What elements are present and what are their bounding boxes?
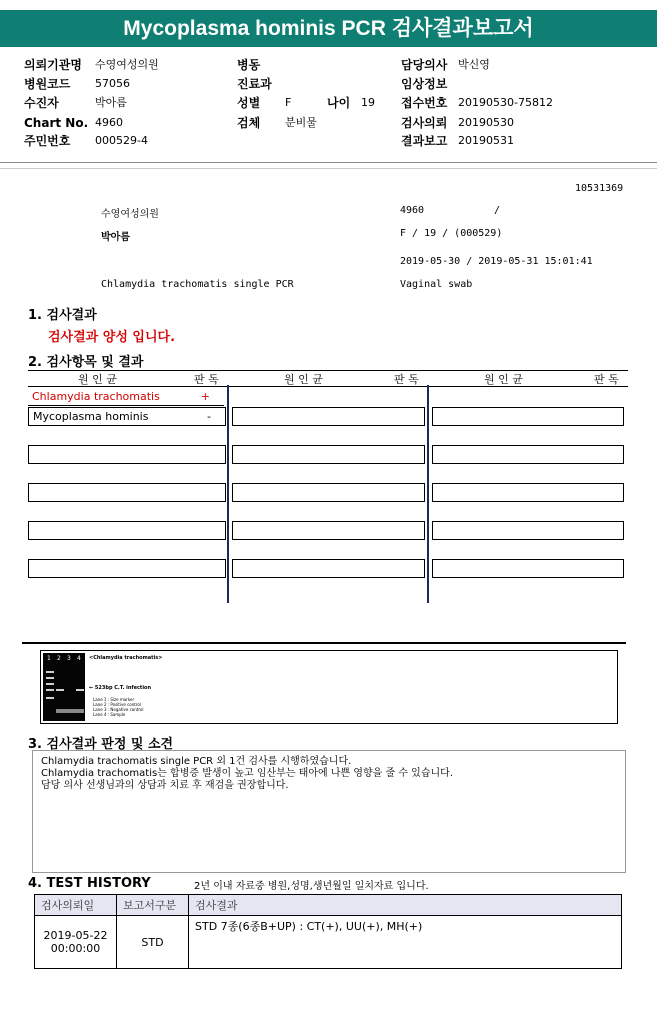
gel-band	[46, 683, 54, 685]
finding-line: Chlamydia trachomatis single PCR 외 1건 검사를 시행하였습니다.	[41, 756, 352, 767]
gel-band	[46, 689, 54, 691]
grid-divider-1	[227, 385, 229, 603]
gel-band	[46, 671, 54, 673]
header-left-2: 수진자	[24, 96, 59, 110]
history-col-date: 검사의뢰일	[35, 895, 117, 916]
gel-band	[76, 689, 84, 691]
header-right-1: 임상정보	[401, 77, 448, 91]
lane-label: 2	[57, 655, 61, 662]
lane-label: 4	[77, 655, 81, 662]
col-judge-2: 판 독	[394, 373, 419, 386]
result-row: Chlamydia trachomatis +	[28, 388, 224, 406]
history-date: 2019-05-22	[43, 929, 108, 942]
empty-row	[432, 407, 624, 426]
header-mid-3-value: 분비물	[285, 116, 317, 129]
gel-band-label: ← 523bp C.T. infection	[89, 685, 152, 691]
empty-row	[432, 559, 624, 578]
form-sex-age: F / 19 / (000529)	[400, 228, 503, 239]
gel-legend-item: Lane 4 : Sample	[93, 712, 126, 717]
form-specimen: Vaginal swab	[400, 279, 473, 290]
header-left-2-value: 박아름	[95, 96, 127, 109]
empty-row	[28, 483, 226, 502]
col-organism-2: 원 인 균	[284, 373, 323, 386]
header-left-1-value: 57056	[95, 77, 130, 90]
empty-row	[28, 559, 226, 578]
section-1-heading: 1. 검사결과	[28, 308, 97, 323]
form-chart: 4960	[400, 205, 425, 216]
report-id: 10531369	[575, 183, 624, 194]
header-age: 나이	[327, 96, 351, 110]
gel-legend-item: Lane 1 : Size marker	[93, 697, 135, 702]
section-2-heading: 2. 검사항목 및 결과	[28, 355, 144, 370]
lane-label: 1	[47, 655, 51, 662]
header-right-2-value: 20190530-75812	[458, 96, 553, 109]
header-left-4-value: 000529-4	[95, 134, 148, 147]
history-result: STD 7종(6종B+UP) : CT(+), UU(+), MH(+)	[189, 916, 622, 969]
positive-result: 검사결과 양성 입니다.	[48, 330, 176, 345]
lane-label: 3	[67, 655, 71, 662]
header-left-3: Chart No.	[24, 116, 89, 130]
form-slash: /	[494, 205, 501, 216]
gel-legend-item: Lane 2 : Positive control	[93, 702, 141, 707]
history-date-cell	[35, 916, 117, 969]
header-left-3-value: 4960	[95, 116, 123, 129]
gel-legend	[93, 697, 143, 717]
gel-band	[46, 697, 54, 699]
header-right-4-value: 20190531	[458, 134, 514, 147]
gel-band	[56, 709, 84, 713]
report-title: Mycoplasma hominis PCR 검사결과보고서	[0, 10, 657, 47]
gel-legend-item: Lane 3 : Negative control	[93, 707, 144, 712]
gel-electrophoresis-image	[43, 653, 85, 721]
form-institution: 수영여성의원	[101, 209, 159, 220]
header-divider-2	[0, 168, 657, 169]
gel-title: <Chlamydia trachomatis>	[89, 655, 163, 661]
gel-image-panel	[40, 650, 618, 724]
header-mid-0: 병동	[237, 58, 261, 72]
header-mid-1: 진료과	[237, 77, 272, 91]
header-left-0-value: 수영여성의원	[95, 58, 159, 71]
result-row: Mycoplasma hominis -	[28, 407, 226, 426]
header-right-2: 접수번호	[401, 96, 448, 110]
finding-line: Chlamydia trachomatis는 합병증 발생이 높고 임산부는 태아에 나쁜 영향을 줄 수 있습니다.	[41, 768, 453, 779]
history-type: STD	[117, 916, 189, 969]
form-dates: 2019-05-30 / 2019-05-31 15:01:41	[400, 256, 593, 267]
header-right-4: 결과보고	[401, 134, 448, 148]
empty-row	[28, 521, 226, 540]
empty-row	[28, 445, 226, 464]
empty-row	[232, 445, 425, 464]
empty-row	[232, 483, 425, 502]
col-organism-3: 원 인 균	[484, 373, 523, 386]
empty-row	[232, 559, 425, 578]
header-right-3: 검사의뢰	[401, 116, 448, 130]
section-divider	[22, 642, 626, 644]
empty-row	[432, 445, 624, 464]
header-mid-2-value: F	[285, 96, 292, 109]
gel-band	[56, 689, 64, 691]
gel-band	[46, 677, 54, 679]
header-divider	[0, 162, 657, 163]
history-col-result: 검사결과	[189, 895, 622, 916]
col-organism-1: 원 인 균	[78, 373, 117, 386]
table-row	[35, 916, 622, 969]
header-right-3-value: 20190530	[458, 116, 514, 129]
history-time: 00:00:00	[50, 942, 101, 955]
header-age-value: 19	[361, 96, 375, 109]
empty-row	[232, 521, 425, 540]
header-left-4: 주민번호	[24, 134, 71, 148]
section-4-heading: 4. TEST HISTORY	[28, 876, 151, 891]
header-left-0: 의뢰기관명	[24, 58, 82, 72]
findings-box	[32, 750, 626, 873]
header-mid-3: 검체	[237, 116, 261, 130]
grid-divider-2	[427, 385, 429, 603]
history-note: 2년 이내 자료중 병원,성명,생년월일 일치자료 입니다.	[194, 881, 429, 892]
col-judge-1: 판 독	[194, 373, 219, 386]
history-col-type: 보고서구분	[117, 895, 189, 916]
header-mid-2: 성별	[237, 96, 261, 110]
header-right-0: 담당의사	[401, 58, 448, 72]
form-test: Chlamydia trachomatis single PCR	[101, 279, 294, 290]
col-judge-3: 판 독	[594, 373, 619, 386]
history-table	[34, 894, 622, 969]
empty-row	[232, 407, 425, 426]
empty-row	[432, 521, 624, 540]
form-patient: 박아름	[101, 232, 130, 243]
header-left-1: 병원코드	[24, 77, 71, 91]
results-grid-header	[28, 370, 628, 387]
empty-row	[432, 483, 624, 502]
finding-line: 담당 의사 선생님과의 상담과 치료 후 재검을 권장합니다.	[41, 780, 289, 791]
section-3-heading: 3. 검사결과 판정 및 소견	[28, 737, 174, 752]
header-right-0-value: 박신영	[458, 58, 490, 71]
